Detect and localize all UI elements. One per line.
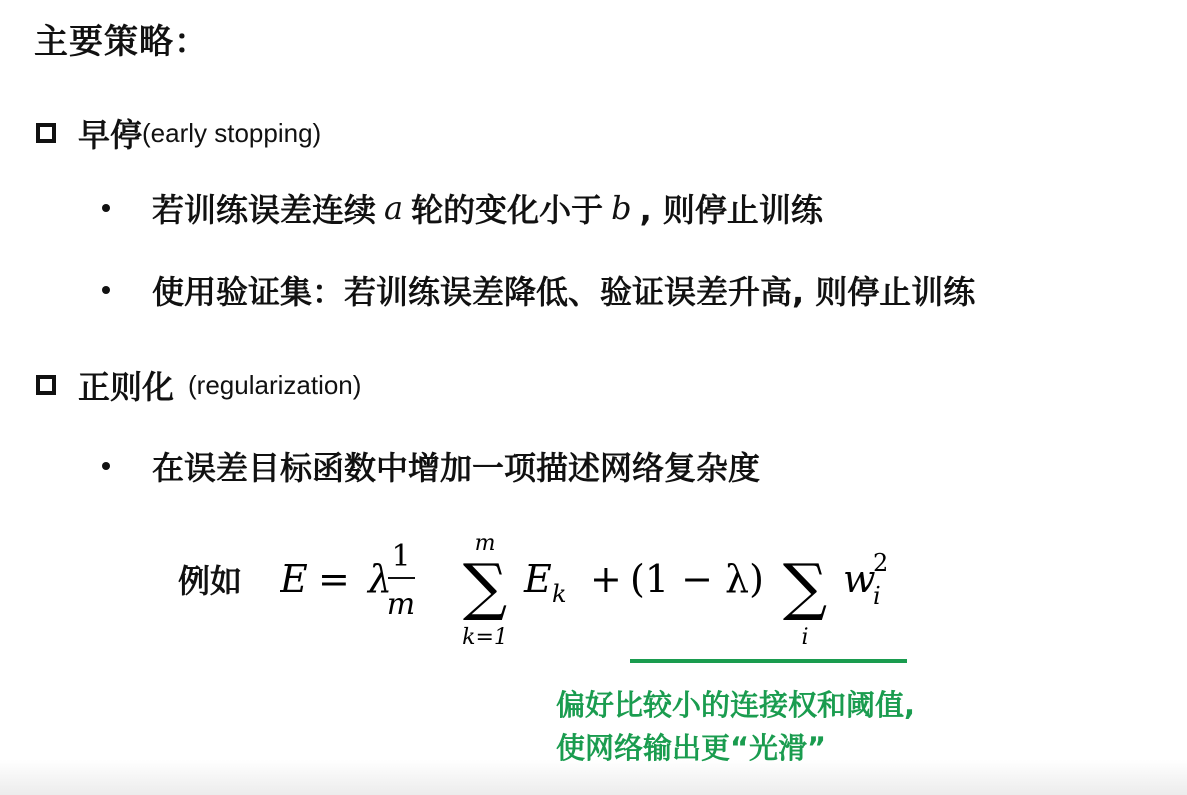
formula-term-w-subscript: i [873, 582, 881, 610]
green-annotation [556, 684, 915, 770]
formula-term-e-subscript: k [552, 580, 567, 608]
annotation-line-1: 偏好比较小的连接权和阈值, [556, 688, 916, 722]
math-variable-a: a [384, 189, 404, 227]
bullet-text-part: 若训练误差连续 [152, 191, 377, 229]
formula-plus: + [590, 557, 622, 601]
example-label: 例如 [178, 562, 243, 600]
annotation-line-2: 使网络输出更“光滑” [556, 731, 827, 765]
formula-fraction-denominator: m [386, 587, 416, 622]
formula-sum2-lower: i [801, 625, 809, 650]
section-subtitle: (early stopping) [142, 117, 322, 148]
green-underline [630, 659, 907, 663]
bullet-text: 在误差目标函数中增加一项描述网络复杂度 [152, 449, 761, 487]
formula-lambda: λ [368, 557, 393, 601]
formula-one-minus-lambda: (1 − λ) [630, 557, 764, 601]
formula-fraction-numerator: 1 [391, 539, 411, 574]
bullet-text: 使用验证集：若训练误差降低、验证误差升高, 则停止训练 [152, 273, 976, 311]
formula-sum-lower: k=1 [462, 625, 508, 650]
bullet-text-part: , 则停止训练 [639, 191, 823, 229]
formula-sum2-symbol: ∑ [782, 550, 828, 623]
formula-term-w-superscript: 2 [873, 549, 889, 577]
square-bullet-icon [36, 123, 56, 143]
bullet-dot-icon [102, 462, 110, 470]
formula-term-w: w [843, 557, 876, 601]
bullet-text-part: 轮的变化小于 [411, 191, 604, 229]
section-early-stopping [36, 110, 321, 156]
bullet-dot-icon [102, 286, 110, 294]
slide-heading: 主要策略： [34, 22, 209, 62]
regularization-formula [280, 524, 920, 654]
square-bullet-icon [36, 375, 56, 395]
math-variable-b: b [611, 189, 632, 227]
bullet-item [102, 185, 823, 231]
section-title: 早停 [78, 116, 143, 154]
section-title: 正则化 [78, 368, 175, 406]
bullet-item [102, 267, 975, 313]
section-subtitle: (regularization) [188, 369, 362, 400]
formula-term-e: E [524, 557, 552, 601]
formula-lhs: E [280, 557, 308, 601]
formula-sum-symbol: ∑ [462, 550, 508, 623]
bullet-item [102, 443, 760, 489]
section-regularization [36, 362, 361, 408]
bullet-dot-icon [102, 204, 110, 212]
formula-sum-upper: m [474, 531, 496, 556]
formula-equals: = [318, 557, 350, 601]
